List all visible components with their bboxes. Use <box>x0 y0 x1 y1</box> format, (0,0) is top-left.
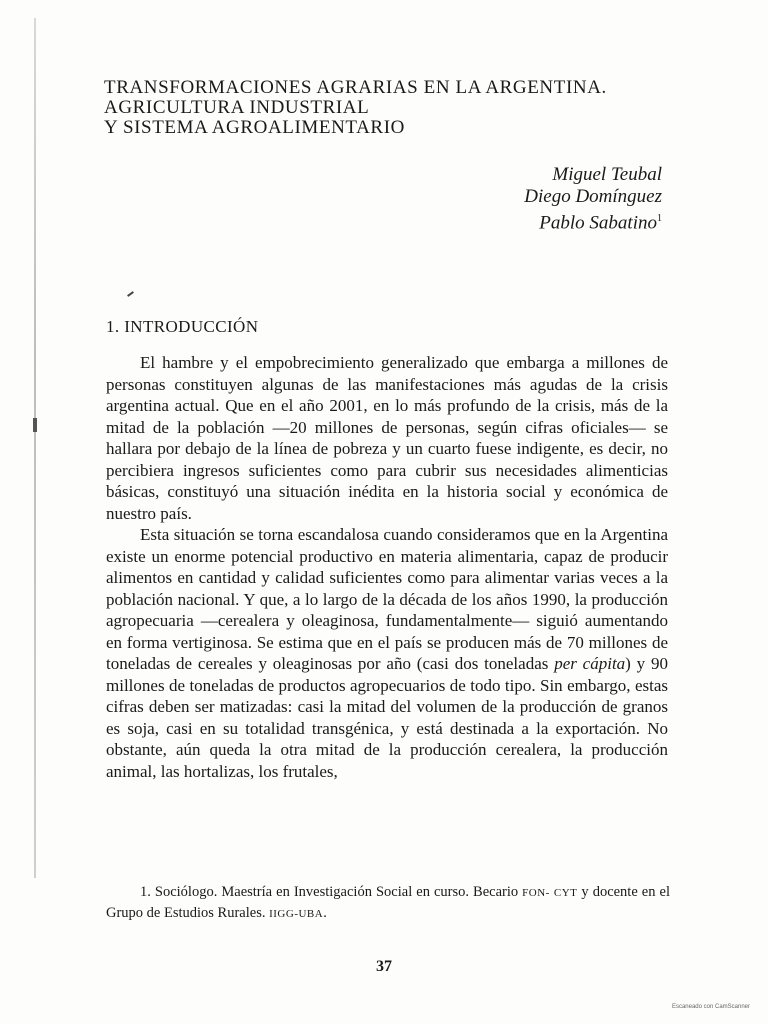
author-3-line <box>524 208 662 234</box>
scanner-watermark: Escaneado con CamScanner <box>671 1004 750 1010</box>
chapter-title <box>104 78 684 138</box>
footnote-number: 1. <box>140 884 151 900</box>
title-line-3: Y SISTEMA AGROALIMENTARIO <box>104 117 405 138</box>
author-1: Miguel Teubal <box>552 164 662 185</box>
footnote-reference: 1 <box>657 213 662 224</box>
footnote-org-iigg: IIGG-UBA <box>269 908 324 920</box>
footnote-org-fon: FON- <box>522 887 550 899</box>
page-number: 37 <box>376 958 392 975</box>
paragraph-2-part-2: ) y 90 millones de toneladas de productos agropecuarios de todo tipo. Sin embargo, estas cifras deben ser matizadas: casi la mitad del volumen de la producción de granos es soja, casi en su totalidad transgénica, y está destinada a la exportación. No obstante, aún queda la otra mitad de la producción cerealera, la producción animal, las hortalizas, los frutales, <box>106 654 668 781</box>
title-line-2: AGRICULTURA INDUSTRIAL <box>104 97 370 118</box>
paragraph-2-part-1: Esta situación se torna escandalosa cuando consideramos que en la Argentina existe un enorme potencial productivo en materia alimentaria, capaz de producir alimentos en cantidad y calidad suficientes como para alimentar varias veces a la población nacional. Y que, a lo largo de la década de los años 1990, la producción agropecuaria —cerealera y oleaginosa, fundamentalmente— siguió aumentando en forma vertiginosa. Se estima que en el país se producen más de 70 millones de toneladas de cereales y oleaginosas por año (casi dos toneladas <box>106 525 668 673</box>
footnote-text-2: y docente en el Grupo de Estudios Rurales. <box>106 884 670 921</box>
paragraph-2-italic-term: per cápita <box>554 654 626 673</box>
paragraph-1: El hambre y el empobrecimiento generalizado que embarga a millones de personas constituyen algunas de las manifestaciones más agudas de la crisis argentina actual. Que en el año 2001, en lo más profundo de la crisis, más de la mitad de la población —20 millones de personas, según cifras oficiales— se hallara por debajo de la línea de pobreza y un cuarto fuese indigente, es decir, no percibiera ingresos suficientes como para cubrir sus necesidades alimenticias básicas, constituyó una situación inédita en la historia social y económica de nuestro país. <box>106 353 668 523</box>
section-heading: 1. INTRODUCCIÓN <box>106 317 259 336</box>
author-2: Diego Domínguez <box>524 186 662 207</box>
footnote <box>106 882 670 924</box>
scan-edge-mark <box>33 418 37 432</box>
body-text <box>106 352 668 782</box>
author-3: Pablo Sabatino <box>539 212 657 234</box>
footnote-1 <box>106 882 670 924</box>
footnote-text-1: Sociólogo. Maestría en Investigación Social en curso. Becario <box>150 884 523 900</box>
stray-ink-mark <box>127 291 134 297</box>
footnote-org-cyt: CYT <box>553 887 578 899</box>
author-list <box>524 164 662 234</box>
footnote-text-3: . <box>323 905 327 921</box>
paragraph-2 <box>106 524 668 782</box>
scan-edge-shadow <box>34 18 36 878</box>
title-line-1: TRANSFORMACIONES AGRARIAS EN LA ARGENTINA. <box>104 77 607 98</box>
